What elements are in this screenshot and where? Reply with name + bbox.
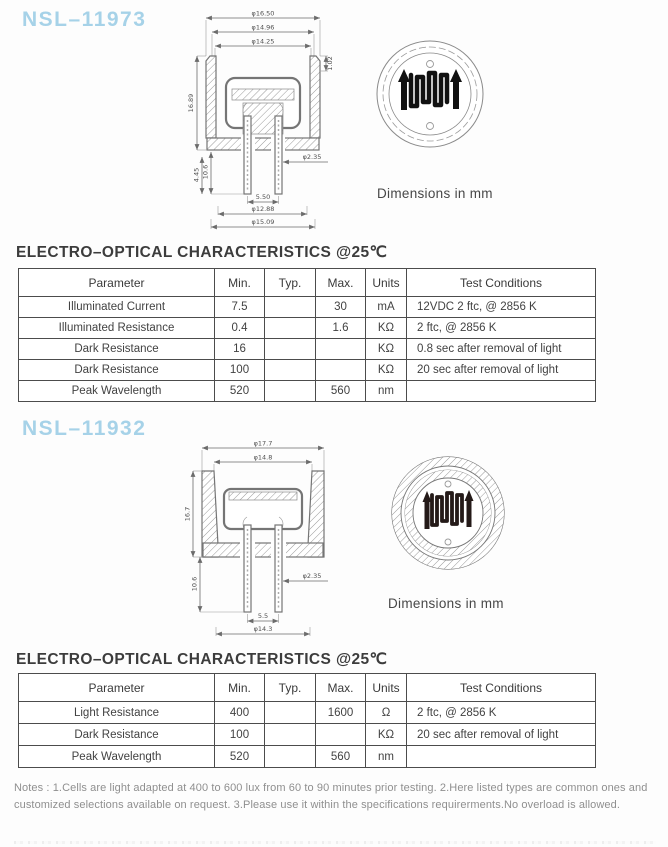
col-header: Parameter (19, 674, 215, 702)
dim-label: φ2.35 (302, 572, 322, 580)
dim-label: 16.89 (187, 93, 195, 113)
table-row (19, 297, 596, 318)
cell-parameter: Dark Resistance (19, 339, 215, 360)
cell-max (316, 339, 366, 360)
dim-label: 5.50 (255, 193, 271, 201)
cell-min: 0.4 (215, 318, 265, 339)
model-title-nsl-11932: NSL–11932 (22, 417, 147, 440)
section-title-2: ELECTRO–OPTICAL CHARACTERISTICS @25℃ (16, 651, 388, 668)
cell-parameter: Dark Resistance (19, 724, 215, 746)
table-header-row (19, 269, 596, 297)
cell-max: 1.6 (316, 318, 366, 339)
col-header: Min. (215, 674, 265, 702)
cell-conditions: 12VDC 2 ftc, @ 2856 K (407, 297, 596, 318)
cell-conditions: 20 sec after removal of light (407, 360, 596, 381)
cell-conditions: 2 ftc, @ 2856 K (407, 318, 596, 339)
dim-label: φ17.7 (253, 439, 273, 448)
scan-artifact-strip (14, 841, 656, 844)
cell-conditions: 0.8 sec after removal of light (407, 339, 596, 360)
table-row (19, 724, 596, 746)
col-header: Parameter (19, 269, 215, 297)
cell-min: 100 (215, 360, 265, 381)
cell-conditions: 20 sec after removal of light (407, 724, 596, 746)
table-row (19, 318, 596, 339)
dim-label: 4.45 (192, 167, 201, 183)
cell-max: 1600 (316, 702, 366, 724)
electro-optical-table-nsl-11932 (18, 673, 596, 768)
dim-label: 10.6 (201, 164, 210, 180)
col-header: Units (366, 269, 407, 297)
dim-label: 10.6 (190, 576, 199, 592)
dim-label: 5.5 (257, 612, 269, 620)
cell-min: 520 (215, 746, 265, 768)
cell-typ (265, 746, 316, 768)
cell-typ (265, 339, 316, 360)
cell-parameter: Illuminated Current (19, 297, 215, 318)
cell-max: 560 (316, 381, 366, 402)
col-header: Min. (215, 269, 265, 297)
dim-label: φ15.09 (251, 218, 275, 226)
cell-units: KΩ (366, 318, 407, 339)
cell-min: 100 (215, 724, 265, 746)
cell-units: KΩ (366, 724, 407, 746)
col-header: Max. (316, 269, 366, 297)
dim-label: φ16.50 (251, 9, 275, 18)
nsl-11973-top-view-drawing (374, 38, 486, 150)
cell-typ (265, 297, 316, 318)
table-row (19, 702, 596, 724)
col-header: Units (366, 674, 407, 702)
col-header: Typ. (265, 269, 316, 297)
dim-label: φ14.8 (253, 453, 273, 462)
nsl-11932-cross-section-drawing (140, 437, 350, 651)
cell-parameter: Peak Wavelength (19, 381, 215, 402)
table-row (19, 339, 596, 360)
table-row (19, 381, 596, 402)
cell-min: 400 (215, 702, 265, 724)
nsl-11932-top-view-drawing (389, 454, 507, 572)
cell-typ (265, 702, 316, 724)
dim-label: φ2.35 (302, 153, 322, 161)
col-header: Typ. (265, 674, 316, 702)
model-title-nsl-11973: NSL–11973 (22, 8, 147, 31)
col-header: Test Conditions (407, 674, 596, 702)
cell-max (316, 360, 366, 381)
cell-typ (265, 318, 316, 339)
dim-label: 1.02 (326, 56, 334, 71)
table-header-row (19, 674, 596, 702)
nsl-11973-cross-section-drawing (140, 4, 350, 236)
cell-conditions: 2 ftc, @ 2856 K (407, 702, 596, 724)
table-row (19, 746, 596, 768)
cell-typ (265, 360, 316, 381)
col-header: Test Conditions (407, 269, 596, 297)
cell-conditions (407, 746, 596, 768)
cell-typ (265, 724, 316, 746)
cell-units: KΩ (366, 339, 407, 360)
cell-parameter: Peak Wavelength (19, 746, 215, 768)
col-header: Max. (316, 674, 366, 702)
cell-min: 16 (215, 339, 265, 360)
dim-label: φ14.3 (253, 625, 273, 633)
dimensions-note: Dimensions in mm (377, 186, 493, 201)
dim-label: 16.7 (183, 506, 192, 522)
table-row (19, 360, 596, 381)
section-title-1: ELECTRO–OPTICAL CHARACTERISTICS @25℃ (16, 244, 388, 261)
cell-max: 560 (316, 746, 366, 768)
cell-units: Ω (366, 702, 407, 724)
cell-parameter: Light Resistance (19, 702, 215, 724)
cell-max (316, 724, 366, 746)
cell-units: KΩ (366, 360, 407, 381)
cell-units: mA (366, 297, 407, 318)
dimensions-note: Dimensions in mm (388, 596, 504, 611)
dim-label: φ14.25 (251, 37, 275, 46)
cell-units: nm (366, 381, 407, 402)
cell-max: 30 (316, 297, 366, 318)
cell-units: nm (366, 746, 407, 768)
cell-typ (265, 381, 316, 402)
electro-optical-table-nsl-11973 (18, 268, 596, 402)
footnotes: Notes : 1.Cells are light adapted at 400 to 600 lux from 60 to 90 minutes prior testing. 2.Here listed types are common ones and customized selections available on request. 3.Please use it within the specifications requirerments.No overload is allowed. (14, 782, 648, 811)
cell-parameter: Illuminated Resistance (19, 318, 215, 339)
cell-min: 520 (215, 381, 265, 402)
cell-min: 7.5 (215, 297, 265, 318)
cell-parameter: Dark Resistance (19, 360, 215, 381)
cell-conditions (407, 381, 596, 402)
dim-label: φ14.96 (251, 23, 275, 32)
dim-label: φ12.88 (251, 205, 275, 213)
